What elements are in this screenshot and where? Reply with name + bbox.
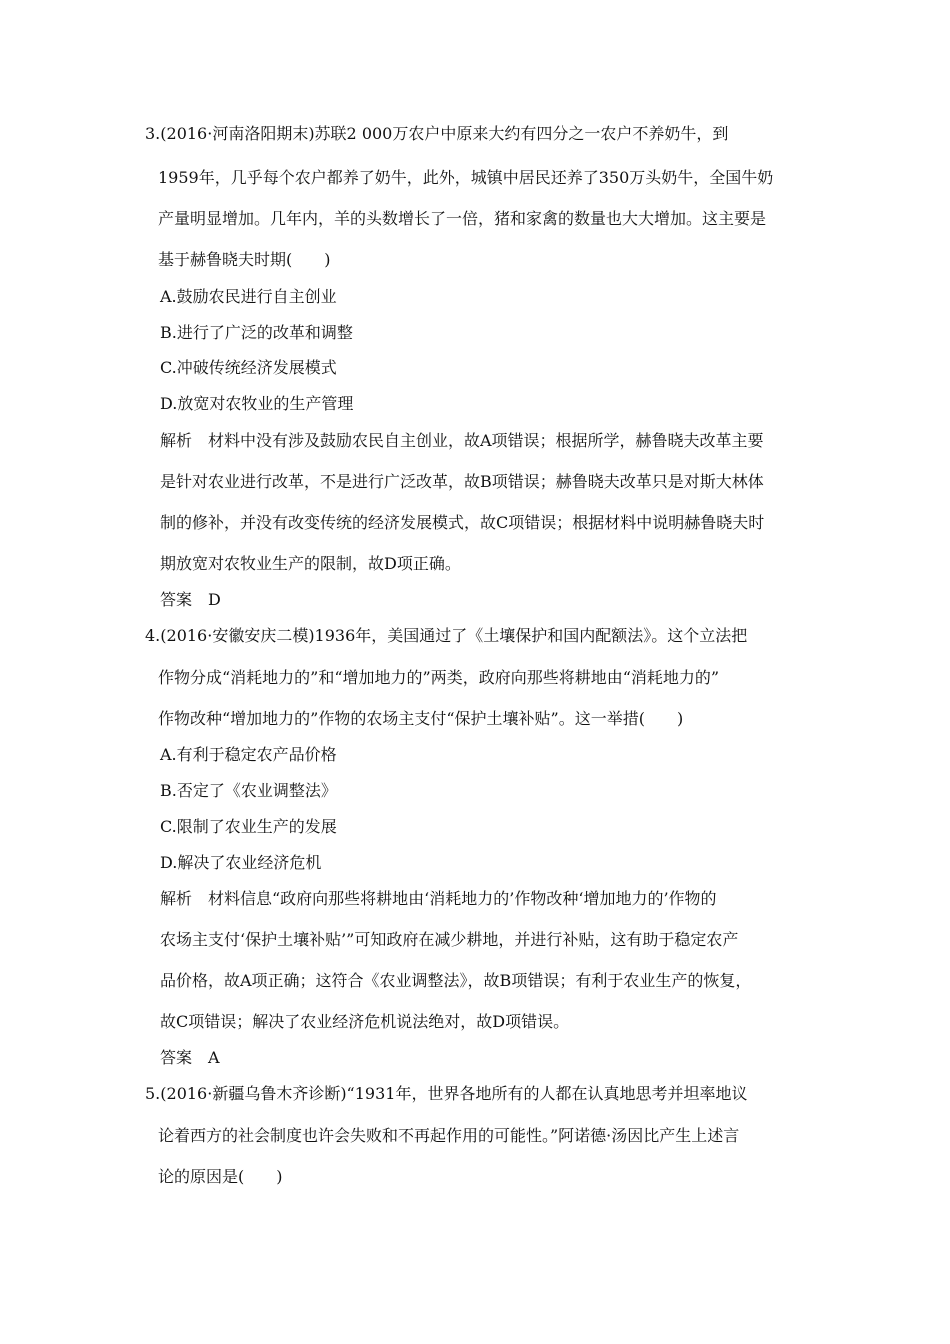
question-5-stem-line-3: 论的原因是( ) — [158, 1167, 283, 1186]
question-4-analysis-line-3: 品价格，故A项正确；这符合《农业调整法》，故B项错误；有利于农业生产的恢复， — [160, 971, 752, 990]
question-4-analysis-line-4: 故C项错误；解决了农业经济危机说法绝对，故D项错误。 — [160, 1012, 570, 1031]
question-3-option-a: A.鼓励农民进行自主创业 — [160, 287, 337, 306]
question-3-option-d: D.放宽对农牧业的生产管理 — [160, 394, 354, 413]
question-3-stem-line-2: 1959年，几乎每个农户都养了奶牛，此外，城镇中居民还养了350万头奶牛，全国牛奶 — [158, 168, 774, 187]
question-4-option-d: D.解决了农业经济危机 — [160, 853, 322, 872]
question-3-option-c: C.冲破传统经济发展模式 — [160, 358, 337, 377]
question-3-stem-line-1: 3.(2016·河南洛阳期末)苏联2 000万农户中原来大约有四分之一农户不养奶牛，到 — [145, 124, 729, 143]
question-4-option-b: B.否定了《农业调整法》 — [160, 781, 337, 800]
question-3-option-b: B.进行了广泛的改革和调整 — [160, 323, 353, 342]
question-3-stem-line-4: 基于赫鲁晓夫时期( ) — [158, 250, 331, 269]
question-3-stem-line-3: 产量明显增加。几年内，羊的头数增长了一倍，猪和家禽的数量也大大增加。这主要是 — [158, 209, 767, 228]
question-3-answer: 答案 D — [160, 590, 221, 609]
question-3-analysis-line-3: 制的修补，并没有改变传统的经济发展模式，故C项错误；根据材料中说明赫鲁晓夫时 — [160, 513, 765, 532]
question-4-stem-line-1: 4.(2016·安徽安庆二模)1936年，美国通过了《土壤保护和国内配额法》。这个立法把 — [145, 626, 748, 645]
question-4-answer: 答案 A — [160, 1048, 220, 1067]
question-5-stem-line-1: 5.(2016·新疆乌鲁木齐诊断)“1931年，世界各地所有的人都在认真地思考并坦率地议 — [145, 1084, 748, 1103]
question-4-analysis-line-1: 解析 材料信息“政府向那些将耕地由‘消耗地力的’作物改种‘增加地力的’作物的 — [160, 889, 717, 908]
question-4-stem-line-2: 作物分成“消耗地力的”和“增加地力的”两类，政府向那些将耕地由“消耗地力的” — [158, 668, 720, 687]
question-3-analysis-line-2: 是针对农业进行改革，不是进行广泛改革，故B项错误；赫鲁晓夫改革只是对斯大林体 — [160, 472, 764, 491]
question-3-analysis-line-1: 解析 材料中没有涉及鼓励农民自主创业，故A项错误；根据所学，赫鲁晓夫改革主要 — [160, 431, 764, 450]
question-4-option-a: A.有利于稳定农产品价格 — [160, 745, 337, 764]
question-3-analysis-line-4: 期放宽对农牧业生产的限制，故D项正确。 — [160, 554, 461, 573]
question-4-option-c: C.限制了农业生产的发展 — [160, 817, 337, 836]
question-4-stem-line-3: 作物改种“增加地力的”作物的农场主支付“保护土壤补贴”。这一举措( ) — [158, 709, 684, 728]
question-5-stem-line-2: 论着西方的社会制度也许会失败和不再起作用的可能性。”阿诺德·汤因比产生上述言 — [158, 1126, 740, 1145]
question-4-analysis-line-2: 农场主支付‘保护土壤补贴’”可知政府在减少耕地，并进行补贴，这有助于稳定农产 — [160, 930, 739, 949]
